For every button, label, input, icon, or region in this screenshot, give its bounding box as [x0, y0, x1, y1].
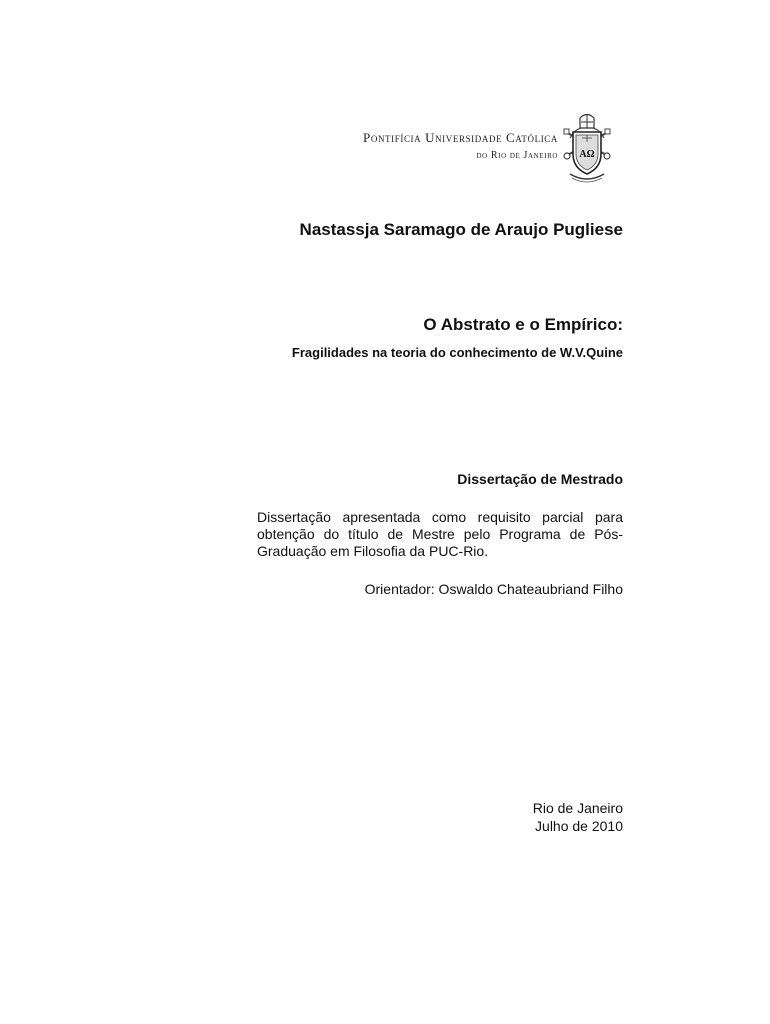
dissertation-description	[257, 509, 623, 560]
description-line: obtenção do título de Mestre pelo Programa de Pós-	[257, 526, 623, 542]
degree-type: Dissertação de Mestrado	[457, 471, 623, 487]
thesis-title: O Abstrato e o Empírico:	[423, 315, 623, 334]
thesis-subtitle: Fragilidades na teoria do conhecimento de W.V.Quine	[291, 345, 623, 360]
institution-name-line2: do Rio de Janeiro	[476, 150, 558, 161]
institution-name-line1: Pontifícia Universidade Católica	[363, 130, 558, 145]
author-name: Nastassja Saramago de Araujo Pugliese	[299, 220, 623, 239]
description-line: Dissertação apresentada como requisito parcial para	[257, 509, 623, 525]
svg-text:AΩ: AΩ	[579, 149, 595, 160]
puc-rio-crest-icon	[562, 112, 612, 186]
date: Julho de 2010	[535, 818, 623, 834]
advisor: Orientador: Oswaldo Chateaubriand Filho	[364, 581, 623, 597]
description-line: Graduação em Filosofia da PUC-Rio.	[257, 543, 489, 559]
place: Rio de Janeiro	[532, 800, 623, 816]
